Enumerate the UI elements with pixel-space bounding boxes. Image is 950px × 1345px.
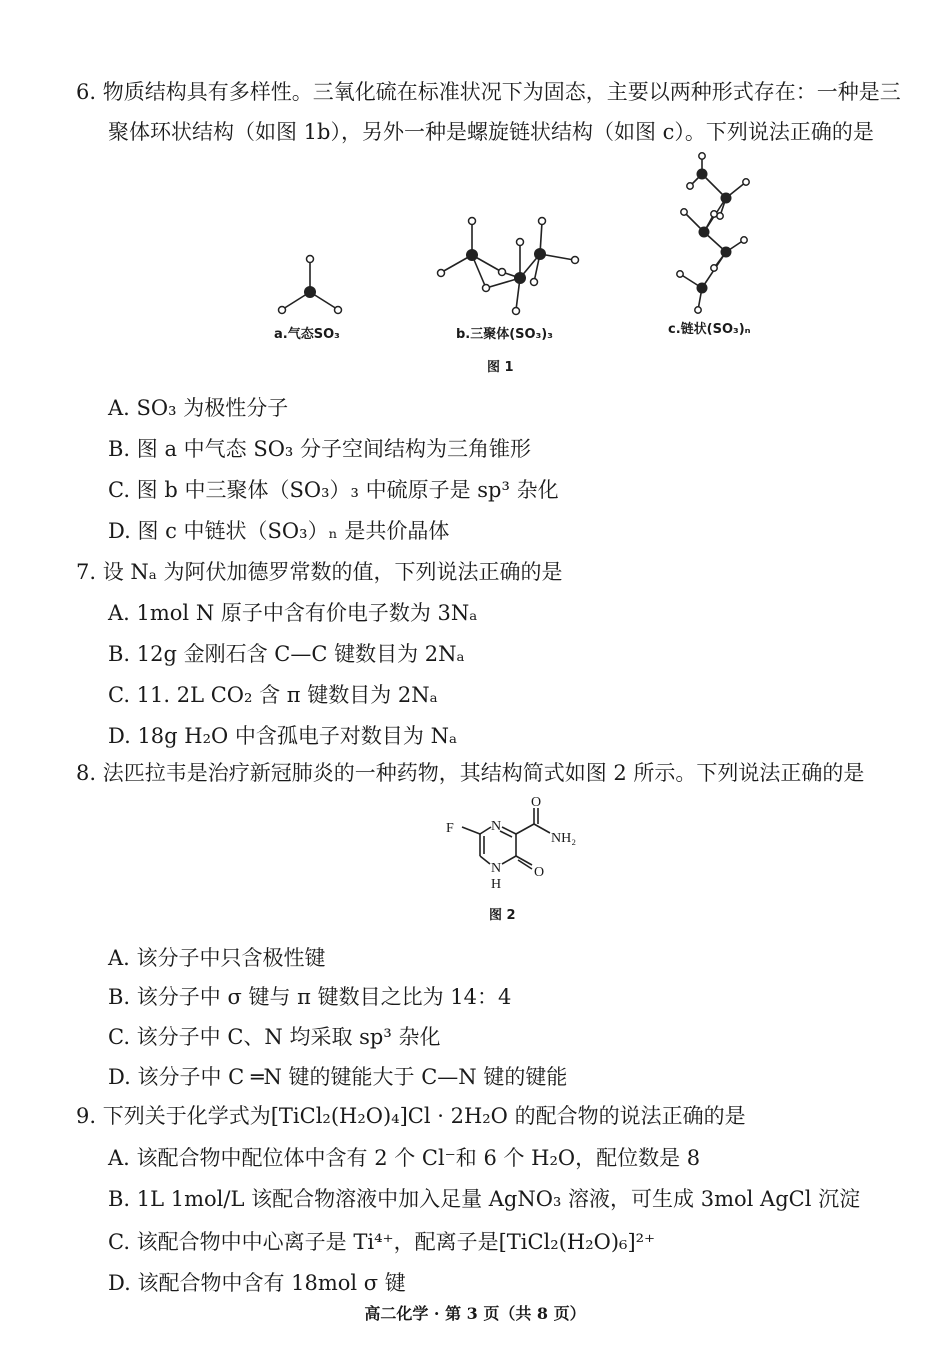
q6-option-c: C. 图 b 中三聚体（SO₃）₃ 中硫原子是 sp³ 杂化	[108, 478, 559, 502]
q7-option-b: B. 12g 金刚石含 C—C 键数目为 2Nₐ	[108, 642, 465, 666]
struct-label-n-bottom: N	[491, 861, 502, 876]
figure-1b-trimer-so3	[432, 210, 582, 315]
page-footer: 高二化学 · 第 3 页（共 8 页）	[364, 1304, 586, 1323]
q9-option-b: B. 1L 1mol/L 该配合物溶液中加入足量 AgNO₃ 溶液，可生成 3mol AgCl 沉淀	[108, 1187, 861, 1211]
q8-stem: 8. 法匹拉韦是治疗新冠肺炎的一种药物，其结构简式如图 2 所示。下列说法正确的是	[76, 761, 865, 785]
q7-stem: 7. 设 Nₐ 为阿伏加德罗常数的值，下列说法正确的是	[76, 560, 563, 584]
q7-option-c: C. 11. 2L CO₂ 含 π 键数目为 2Nₐ	[108, 683, 438, 707]
struct-label-o-top: O	[531, 795, 542, 810]
figure-1c-caption: c.链状(SO₃)ₙ	[668, 322, 751, 337]
figure-2-label: 图 2	[489, 908, 516, 923]
q9-option-c: C. 该配合物中中心离子是 Ti⁴⁺，配离子是[TiCl₂(H₂O)₆]²⁺	[108, 1230, 656, 1254]
figure-1a-caption: a.气态SO₃	[274, 327, 340, 342]
q6-option-d: D. 图 c 中链状（SO₃）ₙ 是共价晶体	[108, 519, 450, 543]
figure-1b-caption: b.三聚体(SO₃)₃	[456, 327, 553, 342]
figure-1-label: 图 1	[487, 360, 514, 375]
q8-option-a: A. 该分子中只含极性键	[108, 946, 326, 970]
q6-option-b: B. 图 a 中气态 SO₃ 分子空间结构为三角锥形	[108, 437, 532, 461]
q8-option-c: C. 该分子中 C、N 均采取 sp³ 杂化	[108, 1025, 441, 1049]
q6-stem-line2: 聚体环状结构（如图 1b），另外一种是螺旋链状结构（如图 c）。下列说法正确的是	[108, 120, 874, 144]
figure-1c-chain-so3	[670, 152, 760, 317]
struct-label-h: H	[491, 877, 502, 892]
struct-label-f: F	[446, 821, 454, 836]
q7-option-d: D. 18g H₂O 中含孤电子对数目为 Nₐ	[108, 724, 458, 748]
figure-1a-gaseous-so3	[270, 248, 350, 328]
q9-option-d: D. 该配合物中含有 18mol σ 键	[108, 1271, 406, 1295]
q6-stem-line1: 6. 物质结构具有多样性。三氧化硫在标准状况下为固态，主要以两种形式存在：一种是三	[76, 80, 901, 104]
q7-option-a: A. 1mol N 原子中含有价电子数为 3Nₐ	[108, 601, 478, 625]
struct-label-nh2: NH₂	[551, 831, 577, 846]
struct-label-n-top: N	[491, 819, 502, 834]
figure-2-favipiravir-structure	[440, 796, 590, 896]
struct-label-o-right: O	[534, 865, 545, 880]
q9-stem: 9. 下列关于化学式为[TiCl₂(H₂O)₄]Cl · 2H₂O 的配合物的说法正确的是	[76, 1104, 746, 1128]
q8-option-b: B. 该分子中 σ 键与 π 键数目之比为 14：4	[108, 985, 512, 1009]
q6-option-a: A. SO₃ 为极性分子	[108, 396, 289, 420]
q8-option-d: D. 该分子中 C ═N 键的键能大于 C—N 键的键能	[108, 1065, 568, 1089]
q9-option-a: A. 该配合物中配位体中含有 2 个 Cl⁻和 6 个 H₂O，配位数是 8	[108, 1146, 701, 1170]
